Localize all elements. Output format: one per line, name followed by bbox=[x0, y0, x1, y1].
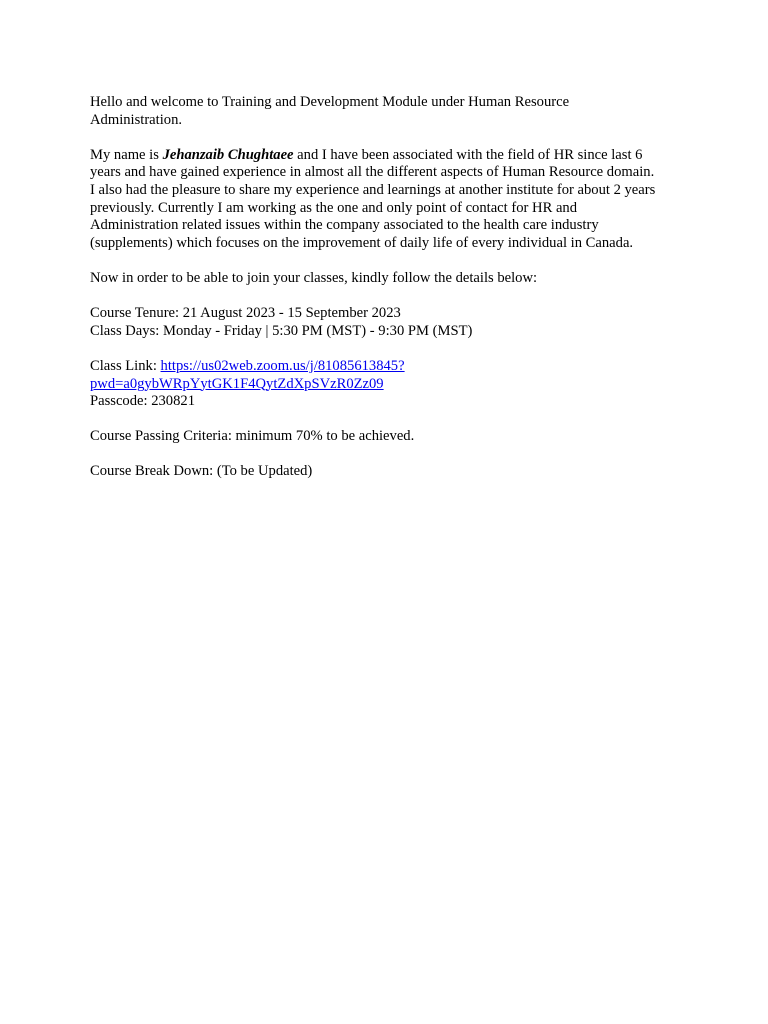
bio-line: Administration related issues within the company associated to the health care industry bbox=[90, 217, 599, 234]
class-link-label: Class Link: bbox=[90, 357, 161, 374]
bio-first-line bbox=[90, 147, 690, 165]
instructions-text: Now in order to be able to join your classes, kindly follow the details below: bbox=[90, 269, 538, 286]
course-breakdown: Course Break Down: (To be Updated) bbox=[90, 463, 313, 480]
class-link-paragraph bbox=[90, 358, 690, 411]
intro-line: Hello and welcome to Training and Development Module under Human Resource bbox=[90, 94, 570, 110]
document-body bbox=[90, 94, 690, 499]
bio-paragraph bbox=[90, 147, 690, 253]
author-name: Jehanzaib Chughtaee bbox=[162, 146, 294, 163]
schedule-paragraph bbox=[90, 305, 690, 340]
bio-prefix: My name is bbox=[90, 146, 163, 163]
passing-criteria-paragraph bbox=[90, 428, 690, 446]
class-link-second-line bbox=[90, 376, 690, 394]
passing-criteria: Course Passing Criteria: minimum 70% to be achieved. bbox=[90, 428, 415, 445]
intro-line: Administration. bbox=[90, 111, 183, 128]
bio-line: previously. Currently I am working as the one and only point of contact for HR and bbox=[90, 199, 578, 216]
instructions-paragraph bbox=[90, 270, 690, 288]
breakdown-paragraph bbox=[90, 463, 690, 481]
class-days: Class Days: Monday - Friday | 5:30 PM (MST) - 9:30 PM (MST) bbox=[90, 322, 473, 339]
bio-first-line-rest: and I have been associated with the field of HR since last 6 bbox=[293, 146, 643, 163]
bio-line: I also had the pleasure to share my experience and learnings at another institute for about 2 years bbox=[90, 181, 656, 198]
bio-line: years and have gained experience in almost all the different aspects of Human Resource domain. bbox=[90, 164, 655, 181]
class-link-url-part1[interactable]: https://us02web.zoom.us/j/81085613845? bbox=[160, 357, 405, 374]
course-tenure: Course Tenure: 21 August 2023 - 15 September 2023 bbox=[90, 305, 401, 322]
class-link-first-line bbox=[90, 358, 690, 376]
passcode: Passcode: 230821 bbox=[90, 393, 195, 410]
class-link-url-part2[interactable]: pwd=a0gybWRpYytGK1F4QytZdXpSVzR0Zz09 bbox=[90, 375, 384, 392]
intro-paragraph bbox=[90, 94, 690, 129]
bio-line: (supplements) which focuses on the improvement of daily life of every individual in Canada. bbox=[90, 234, 634, 251]
